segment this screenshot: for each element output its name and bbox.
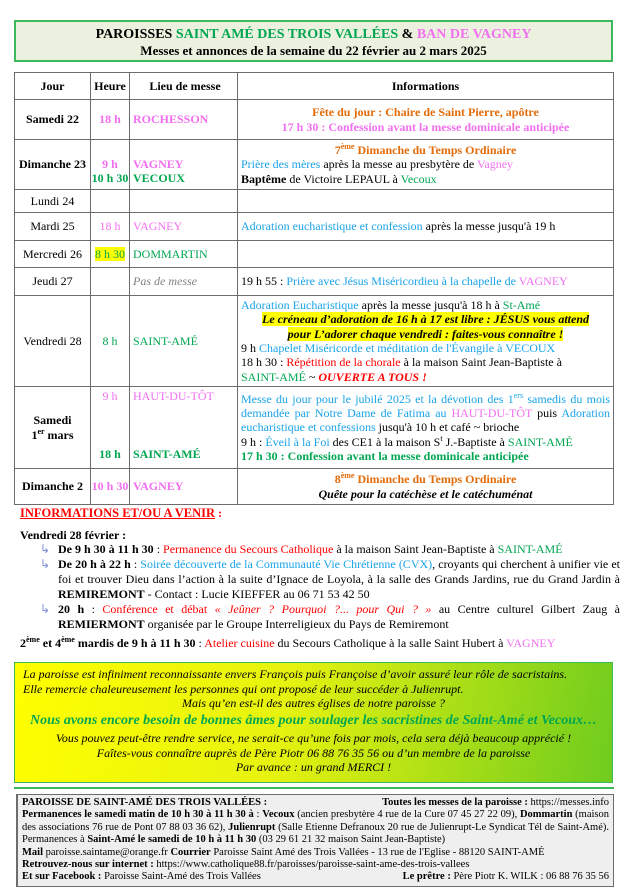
place-1: HAUT-DU-TÔT bbox=[133, 389, 214, 403]
item-highlight: Soirée découverte de la Communauté Vie Chrétienne (CVX) bbox=[140, 557, 433, 572]
info-highlight: Adoration eucharistique et confessions bbox=[241, 405, 611, 435]
day-cell: Dimanche 2 bbox=[15, 469, 91, 505]
perm-place: Vecoux bbox=[262, 809, 295, 821]
item-place: SAINT-AMÉ bbox=[497, 542, 563, 557]
footer-permanences bbox=[22, 809, 609, 846]
info-line bbox=[241, 370, 610, 384]
ordinal: 8 bbox=[334, 472, 341, 487]
info-place: HAUT-DU-TÔT bbox=[451, 405, 533, 420]
header-lieu: Lieu de messe bbox=[130, 73, 238, 100]
list-item bbox=[38, 557, 620, 602]
day-num: 1 bbox=[31, 427, 38, 442]
day-name: Samedi bbox=[33, 413, 72, 428]
notice-line: Faîtes-vous connaître auprès de Père Piotr 06 88 76 35 56 ou d’un membre de la paroisse bbox=[96, 745, 531, 760]
footer-mail bbox=[22, 847, 609, 859]
ordinal: 7 bbox=[334, 142, 341, 157]
footer-parish-name: PAROISSE DE SAINT-AMÉ DES TROIS VALLÉES : bbox=[22, 797, 268, 808]
courrier-address: Paroisse Saint Amé des Trois Vallées - 13 rue de l'Eglise - 88120 SAINT-AMÉ bbox=[210, 846, 545, 858]
day-cell: Mardi 25 bbox=[15, 213, 91, 241]
day-sup: er bbox=[37, 426, 45, 436]
info-line bbox=[241, 341, 610, 355]
collection-note: Quête pour la catéchèse et le catéchuménat bbox=[318, 486, 533, 501]
header-heure: Heure bbox=[91, 73, 130, 100]
facebook bbox=[22, 871, 261, 883]
sacristan-notice bbox=[14, 662, 613, 783]
info-cell bbox=[238, 213, 614, 241]
announcement-day: Vendredi 28 février : bbox=[20, 528, 127, 542]
footer-row bbox=[22, 797, 609, 809]
time-1: 9 h bbox=[102, 389, 118, 403]
place-1: VAGNEY bbox=[133, 156, 184, 171]
info-line bbox=[241, 392, 610, 435]
table-header-row bbox=[15, 73, 614, 100]
callout-line-1: Le créneau d’adoration de 16 h à 17 est libre : JÉSUS vous attend bbox=[261, 312, 589, 327]
header-informations: Informations bbox=[238, 73, 614, 100]
feast-of-day: Fête du jour : Chaire de Saint Pierre, apôtre bbox=[312, 105, 539, 120]
info-cell bbox=[238, 387, 614, 469]
title-ampersand: & bbox=[398, 27, 417, 42]
all-masses-link[interactable]: https://messes.info bbox=[527, 797, 609, 808]
ordinal-sup: ème bbox=[340, 141, 355, 151]
info-place: SAINT-AMÉ bbox=[241, 369, 306, 384]
item-sep: : bbox=[130, 557, 141, 572]
confession-note: 17 h 30 : Confession avant la messe dominicale anticipée bbox=[241, 449, 529, 464]
item-time: De 9 h 30 à 11 h 30 bbox=[58, 542, 154, 557]
day-month: mars bbox=[44, 427, 74, 442]
info-highlight: Éveil à la Foi bbox=[265, 434, 330, 449]
sunday-title bbox=[241, 472, 610, 486]
info-text: après la messe au presbytère de bbox=[320, 157, 478, 172]
info-text: des CE1 à la maison S bbox=[329, 434, 441, 449]
perm-sep: : bbox=[253, 809, 263, 821]
info-cell bbox=[238, 140, 614, 190]
place-cell bbox=[130, 190, 238, 213]
item-place: REMIERMONT bbox=[58, 617, 145, 632]
item-time: 20 h bbox=[58, 602, 85, 617]
item-text: , croyants qui cherchent à unifier vie et foi et trouver Dieu dans l’action à la suite d’Ignace de Loyola, à la salle des Grands Jardins, rue du Grand Jardin à bbox=[58, 557, 620, 587]
info-text: J.-Baptiste à bbox=[442, 434, 508, 449]
time-cell: 8 h bbox=[91, 296, 130, 387]
highlighted-time: 8 h 30 bbox=[95, 246, 125, 261]
arrow-bullet-icon: ↳ bbox=[40, 557, 51, 572]
facebook-label: Et sur Facebook : bbox=[22, 871, 102, 883]
notice-line: Elle remercie chaleureusement les personnes qui ont proposé de leur succéder à Julienrupt. bbox=[23, 681, 464, 696]
info-highlight: Adoration eucharistique et confession bbox=[241, 219, 423, 234]
info-text: puis bbox=[532, 405, 562, 420]
time-cell bbox=[91, 190, 130, 213]
info-line bbox=[241, 157, 610, 171]
place-cell: VAGNEY bbox=[130, 469, 238, 505]
info-cell bbox=[238, 469, 614, 505]
item-text: à la maison Saint Jean-Baptiste à bbox=[333, 542, 498, 557]
place-cell: Pas de messe bbox=[130, 268, 238, 296]
parish-contact-footer bbox=[16, 794, 614, 887]
title-prefix: PAROISSES bbox=[95, 27, 176, 42]
perm-label: Permanences le samedi matin de 10 h 30 à 11 h 30 à bbox=[22, 809, 254, 821]
workshop-time: mardis de 9 h à 11 h 30 bbox=[74, 636, 196, 651]
ordinal-sup: ème bbox=[61, 635, 75, 645]
place-cell bbox=[130, 387, 238, 469]
item-contact: - Contact : Lucie KIEFFER au 06 71 53 42 50 bbox=[144, 587, 370, 602]
info-text: à la maison Saint Jean-Baptiste à bbox=[400, 355, 562, 370]
info-place: St-Amé bbox=[502, 297, 541, 312]
place-cell: ROCHESSON bbox=[130, 100, 238, 140]
arrow-bullet-icon: ↳ bbox=[40, 542, 51, 557]
info-line bbox=[241, 435, 610, 449]
perm-info: (maison des associations 76 rue de Pont 07 88 03 36 62), bbox=[22, 809, 610, 833]
info-highlight: Chapelet Miséricorde et méditation de l'Évangile à VECOUX bbox=[259, 341, 556, 355]
table-row bbox=[15, 296, 614, 387]
day-cell: Mercredi 26 bbox=[15, 241, 91, 268]
list-item bbox=[38, 602, 620, 632]
ordinal-sup: ème bbox=[340, 471, 355, 481]
priest-contact: Père Piotr K. WILK : 06 88 76 35 56 bbox=[450, 871, 609, 883]
notice-appeal: Nous avons encore besoin de bonnes âmes pour soulager les sacristines de Saint-Amé et Vecoux… bbox=[29, 712, 598, 728]
time-cell bbox=[91, 268, 130, 296]
place-cell: DOMMARTIN bbox=[130, 241, 238, 268]
all-masses-label: Toutes les messes de la paroisse : bbox=[382, 797, 528, 808]
parish-name-vagney: BAN DE VAGNEY bbox=[416, 27, 532, 42]
announcements-title bbox=[20, 506, 620, 521]
notice-line: La paroisse est infiniment reconnaissante envers François puis Françoise d’avoir assuré leur rôle de sacristains. bbox=[23, 667, 568, 681]
day-cell: Jeudi 27 bbox=[15, 268, 91, 296]
info-highlight: samedis du mois demandée par Notre Dame de Fatima au bbox=[241, 391, 610, 420]
time-cell bbox=[91, 140, 130, 190]
title-colon: : bbox=[215, 506, 223, 520]
sunday-name: Dimanche du Temps Ordinaire bbox=[354, 142, 517, 157]
table-row bbox=[15, 213, 614, 241]
open-to-all: OUVERTE A TOUS ! bbox=[318, 369, 427, 384]
info-place: SAINT-AMÉ bbox=[507, 434, 573, 449]
facebook-page[interactable]: Paroisse Saint-Amé des Trois Vallées bbox=[101, 871, 261, 883]
footer-web bbox=[22, 859, 609, 871]
time-cell: 18 h bbox=[91, 213, 130, 241]
ordinal: et 4 bbox=[39, 636, 62, 651]
priest bbox=[403, 871, 609, 883]
info-line bbox=[241, 355, 610, 369]
courrier-label: Courrier bbox=[170, 846, 211, 858]
info-highlight: Prière avec Jésus Miséricordieu à la chapelle de bbox=[286, 274, 519, 289]
info-text: après la messe jusqu'à 19 h bbox=[422, 219, 556, 234]
day-cell: Vendredi 28 bbox=[15, 296, 91, 387]
mail-label: Mail bbox=[22, 846, 43, 858]
web-label: Retrouvez-nous sur internet : bbox=[22, 859, 154, 871]
item-highlight: Atelier cuisine bbox=[204, 636, 275, 651]
info-sup: t bbox=[440, 433, 443, 443]
header-title bbox=[16, 27, 611, 43]
table-row bbox=[15, 100, 614, 140]
item-sep: : bbox=[153, 542, 164, 557]
day-cell: Lundi 24 bbox=[15, 190, 91, 213]
ordinal: 2 bbox=[20, 636, 26, 651]
perm-info: (03 29 61 21 32 maison Saint Jean-Baptiste) bbox=[256, 834, 446, 846]
all-masses bbox=[382, 797, 609, 809]
info-place: VAGNEY bbox=[518, 274, 568, 289]
info-sup: ers bbox=[513, 390, 524, 400]
perm-info: (Salle Etienne Defranoux 20 rue de Julienrupt-Le Syndicat Tél de Saint-Amé). Permanences à bbox=[22, 821, 609, 846]
time-2: 18 h bbox=[99, 447, 121, 462]
info-text: de Victoire LEPAUL à bbox=[286, 171, 401, 186]
place-cell: SAINT-AMÉ bbox=[130, 296, 238, 387]
time-cell: 10 h 30 bbox=[91, 469, 130, 505]
table-row bbox=[15, 268, 614, 296]
item-text: organisée par le Groupe Interreligieux du Pays de Remiremont bbox=[144, 617, 449, 632]
table-row bbox=[15, 469, 614, 505]
place-2: VECOUX bbox=[133, 171, 186, 185]
item-text: du Secours Catholique à la salle Saint Hubert à bbox=[274, 636, 507, 651]
item-time: De 20 h à 22 h bbox=[58, 557, 131, 572]
perm-place: Saint-Amé le samedi de 10 h à 11 h 30 bbox=[87, 834, 257, 846]
table-row bbox=[15, 241, 614, 268]
info-cell bbox=[238, 190, 614, 213]
time-cell: 18 h bbox=[91, 100, 130, 140]
adoration-callout bbox=[241, 312, 610, 341]
table-row bbox=[15, 140, 614, 190]
priest-label: Le prêtre : bbox=[402, 871, 451, 883]
time-cell bbox=[91, 241, 130, 268]
place-2: SAINT-AMÉ bbox=[133, 447, 201, 462]
info-place: Vagney bbox=[477, 157, 514, 172]
info-line bbox=[241, 172, 610, 186]
info-highlight: Répétition de la chorale bbox=[286, 355, 401, 370]
time-2: 10 h 30 bbox=[91, 171, 129, 185]
table-row bbox=[15, 387, 614, 469]
callout-line-2: pour L’adorer chaque vendredi : faites-vous connaître ! bbox=[287, 326, 564, 341]
item-text: au Centre culturel Gilbert Zaug à bbox=[431, 602, 620, 617]
notice-line: Vous pouvez peut-être rendre service, ne serait-ce qu’une fois par mois, cela sera déjà beaucoup apprécié ! bbox=[55, 731, 572, 745]
info-time: 9 h : bbox=[241, 434, 266, 449]
tuesday-workshop bbox=[20, 636, 620, 650]
page-header bbox=[14, 20, 613, 62]
day-cell: Dimanche 23 bbox=[15, 140, 91, 190]
perm-place: Dommartin bbox=[519, 809, 573, 821]
time-1: 9 h bbox=[102, 156, 118, 171]
item-highlight: Permanence du Secours Catholique bbox=[163, 542, 334, 557]
notice-line: Mais qu’en est-il des autres églises de notre paroisse ? bbox=[182, 696, 445, 710]
place-cell bbox=[130, 140, 238, 190]
announcement-list bbox=[38, 542, 620, 632]
header-subtitle: Messes et annonces de la semaine du 22 février au 2 mars 2025 bbox=[140, 43, 487, 58]
sunday-title bbox=[241, 143, 610, 157]
parish-name-saint-ame: SAINT AMÉ DES TROIS VALLÉES bbox=[175, 27, 399, 42]
announcements-title-text: INFORMATIONS ET/OU A VENIR bbox=[20, 506, 216, 520]
perm-info: (ancien presbytère 4 rue de la Cure 07 45 27 22 09), bbox=[294, 809, 520, 821]
arrow-bullet-icon: ↳ bbox=[40, 602, 51, 617]
info-place: Vecoux bbox=[400, 171, 437, 186]
info-highlight: Baptême bbox=[241, 171, 287, 186]
notice-thanks: Par avance : un grand MERCI ! bbox=[235, 760, 392, 774]
info-text: ~ bbox=[305, 369, 319, 384]
info-highlight: Prière des mères bbox=[241, 157, 321, 172]
info-time: 9 h bbox=[241, 341, 259, 355]
item-quote: « Jeûner ? Pourquoi ?... pour Qui ? » bbox=[214, 602, 432, 617]
list-item bbox=[38, 542, 620, 557]
day-cell bbox=[15, 387, 91, 469]
info-highlight: Messe du jour pour le jubilé 2025 et la dévotion des 1 bbox=[241, 391, 514, 406]
perm-place: Julienrupt bbox=[228, 821, 276, 833]
info-highlight: Adoration Eucharistique bbox=[241, 297, 359, 312]
info-time: 18 h 30 : bbox=[241, 355, 287, 370]
info-time: 19 h 55 : bbox=[241, 274, 287, 289]
info-cell bbox=[238, 268, 614, 296]
header-jour: Jour bbox=[15, 73, 91, 100]
footer-row bbox=[22, 871, 609, 883]
info-cell bbox=[238, 241, 614, 268]
divider bbox=[14, 787, 614, 789]
place-cell: VAGNEY bbox=[130, 213, 238, 241]
info-cell bbox=[238, 100, 614, 140]
info-line bbox=[241, 298, 610, 312]
item-place: REMIREMONT bbox=[58, 587, 145, 602]
table-row bbox=[15, 190, 614, 213]
info-text: jusqu'à 10 h et café ~ brioche bbox=[375, 420, 520, 435]
mail-address[interactable]: paroisse.saintame@orange.fr bbox=[43, 846, 171, 858]
time-cell bbox=[91, 387, 130, 469]
info-text: après la messe jusqu'à 18 h à bbox=[358, 297, 503, 312]
item-highlight: Conférence et débat bbox=[102, 602, 215, 617]
day-cell: Samedi 22 bbox=[15, 100, 91, 140]
item-sep: : bbox=[84, 602, 103, 617]
item-place: VAGNEY bbox=[506, 636, 556, 651]
announcements-section bbox=[20, 506, 620, 651]
ordinal-sup: ème bbox=[26, 635, 40, 645]
sunday-name: Dimanche du Temps Ordinaire bbox=[354, 472, 517, 487]
confession-note: 17 h 30 : Confession avant la messe dominicale anticipée bbox=[281, 119, 570, 134]
info-cell bbox=[238, 296, 614, 387]
mass-schedule-table bbox=[14, 72, 614, 505]
item-sep: : bbox=[195, 636, 205, 651]
web-link[interactable]: https://www.catholique88.fr/paroisses/paroisse-saint-ame-des-trois-vallees bbox=[153, 859, 470, 871]
